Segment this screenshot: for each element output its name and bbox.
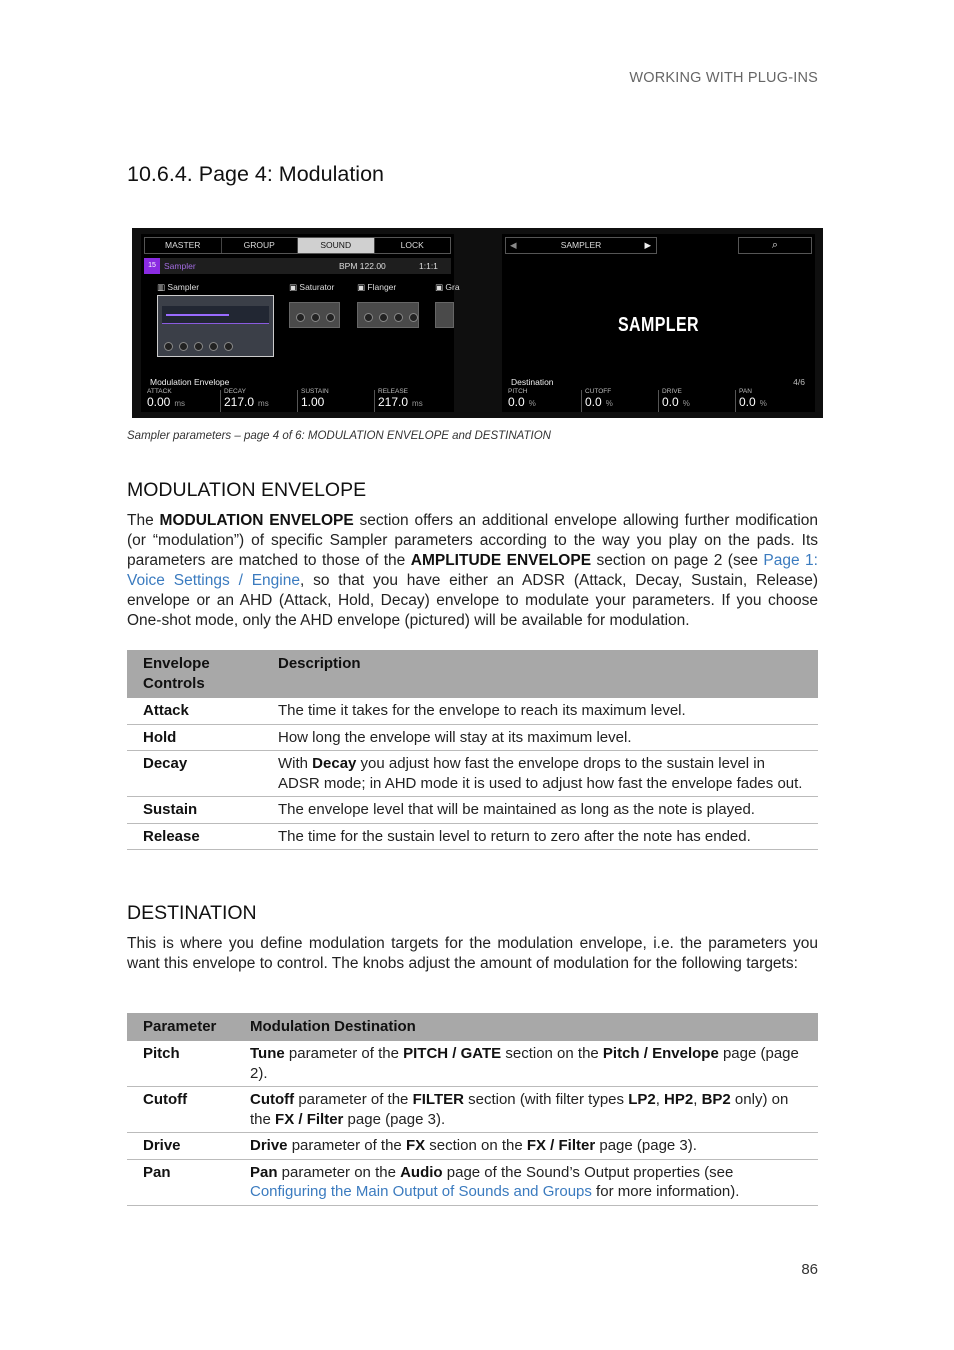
right-display — [502, 234, 815, 412]
modulation-destination-table — [127, 1013, 818, 1206]
table-row — [127, 1133, 818, 1160]
param-release[interactable] — [374, 390, 451, 412]
param-pan[interactable] — [735, 390, 812, 412]
bold-term: Tune — [250, 1045, 285, 1062]
text: section offers an additional envelope allowing further modification (or “modulation”) of specific Sampler parameters according to the way you play on the pads. Its parameters are matched to those of the — [127, 512, 818, 569]
bold-term: Decay — [312, 755, 357, 772]
table-header-row — [127, 650, 818, 698]
heading-destination: DESTINATION — [127, 902, 257, 924]
bold-term: LP2 — [628, 1091, 656, 1108]
row-value — [234, 1087, 818, 1133]
table-row — [127, 1159, 818, 1205]
param-pitch[interactable] — [505, 390, 581, 412]
parameter-row — [144, 390, 451, 412]
group-number: 15 — [144, 258, 160, 274]
knob-icon — [194, 342, 203, 351]
value: 0.0 — [585, 395, 602, 409]
waveform-thumbnail — [162, 306, 269, 324]
column-header: Parameter — [127, 1013, 234, 1041]
bold-term: HP2 — [664, 1091, 694, 1108]
knob-icon — [379, 313, 388, 322]
position-readout: 1:1:1 — [419, 261, 438, 271]
value: 0.0 — [662, 395, 679, 409]
knob-icon — [224, 342, 233, 351]
row-value: The envelope level that will be maintained as long as the note is played. — [262, 797, 818, 824]
knob-icon — [179, 342, 188, 351]
text: With — [278, 755, 313, 772]
bold-term: FX / Filter — [526, 1137, 596, 1154]
row-value — [234, 1041, 818, 1087]
slot-sampler[interactable]: ▥ Sampler — [157, 282, 200, 292]
section-label: Modulation Envelope — [150, 377, 230, 387]
param-label: DECAY — [224, 388, 246, 395]
row-value: The time for the sustain level to return to zero after the note has ended. — [262, 823, 818, 850]
link-configuring-main-output[interactable]: Configuring the Main Output of Sounds and Groups — [250, 1183, 592, 1200]
bold-term: Audio — [400, 1163, 443, 1181]
text: , so that you have either an ADSR (Attack, Decay, Sustain, Release) envelope or an AHD (Attack, Hold, Decay) envelope to modulate your parameters. If you choose One-shot mode, only the AHD envelope (pictured) will be available for modulation. — [127, 572, 818, 629]
text: page (page 3). — [595, 1137, 697, 1154]
knob-icon — [394, 313, 403, 322]
left-display — [141, 234, 460, 412]
unit: % — [759, 399, 767, 408]
param-sustain[interactable] — [297, 390, 374, 412]
param-label: SUSTAIN — [301, 388, 329, 395]
arrow-left-icon[interactable]: ◀ — [510, 240, 517, 250]
table-row — [127, 724, 818, 751]
text: for more information). — [591, 1183, 740, 1200]
column-header: Envelope Controls — [127, 650, 262, 698]
row-key: Pan — [127, 1159, 234, 1205]
column-header: Description — [262, 650, 818, 698]
link-voice-settings[interactable]: Page 1: Voice Settings / Engine — [127, 552, 818, 589]
knob-icon — [409, 313, 418, 322]
flanger-thumbnail[interactable] — [357, 302, 419, 328]
slot-saturator[interactable]: ▣ Saturator — [289, 282, 335, 292]
row-value: The time it takes for the envelope to reach its maximum level. — [262, 698, 818, 724]
row-key: Sustain — [127, 797, 262, 824]
modulation-paragraph — [127, 511, 818, 631]
table-row — [127, 698, 818, 724]
text: parameter of the — [294, 1091, 413, 1108]
destination-paragraph: This is where you define modulation targets for the modulation envelope, i.e. the parameters you want this envelope to control. The knobs adjust the amount of modulation for the following targets: — [127, 935, 818, 972]
row-key: Hold — [127, 724, 262, 751]
bold-term: Pitch / Envelope — [602, 1045, 719, 1062]
section-title: 10.6.4. Page 4: Modulation — [127, 162, 384, 186]
table-row — [127, 1041, 818, 1087]
param-label: PITCH — [508, 388, 528, 395]
value: 0.00 — [147, 395, 171, 409]
bold-term: MODULATION ENVELOPE — [159, 512, 354, 529]
text: section on the — [425, 1137, 527, 1154]
knob-icon — [326, 313, 335, 322]
param-label: DRIVE — [662, 388, 682, 395]
text: section on the — [501, 1045, 603, 1062]
row-key: Decay — [127, 751, 262, 797]
bold-term: Cutoff — [250, 1091, 295, 1108]
table-row — [127, 1087, 818, 1133]
parameter-row — [505, 390, 812, 412]
text: section (with filter types — [463, 1091, 629, 1108]
param-label: CUTOFF — [585, 388, 612, 395]
text: only) on the — [250, 1091, 789, 1128]
tab-sound[interactable]: SOUND — [298, 238, 375, 253]
row-value — [234, 1159, 818, 1205]
bold-term: BP2 — [701, 1091, 731, 1108]
group-bar — [144, 258, 451, 274]
envelope-controls-table — [127, 650, 818, 850]
row-value — [262, 751, 818, 797]
heading-modulation-envelope: MODULATION ENVELOPE — [127, 479, 367, 501]
param-value — [147, 395, 220, 409]
row-value: How long the envelope will stay at its maximum level. — [262, 724, 818, 751]
row-value — [234, 1133, 818, 1160]
param-value — [662, 395, 735, 409]
slot-flanger[interactable]: ▣ Flanger — [357, 282, 397, 292]
unit: ms — [258, 399, 269, 408]
bold-term: Pan — [250, 1163, 278, 1181]
sampler-thumbnail[interactable] — [157, 295, 274, 357]
knob-icon — [296, 313, 305, 322]
figure-caption: Sampler parameters – page 4 of 6: MODULATION ENVELOPE and DESTINATION — [127, 430, 551, 442]
row-key: Pitch — [127, 1041, 234, 1087]
row-key: Drive — [127, 1133, 234, 1160]
param-label: RELEASE — [378, 388, 408, 395]
slot-grain[interactable]: ▣ Gra — [435, 282, 460, 292]
mode-tabs — [144, 237, 451, 254]
table-row — [127, 823, 818, 850]
text: page of the Sound’s Output properties (see — [442, 1163, 734, 1181]
thumbnail-knobs — [364, 313, 418, 322]
thumbnail-knobs — [296, 313, 335, 322]
bold-term: AMPLITUDE ENVELOPE — [410, 552, 592, 569]
unit: ms — [174, 399, 186, 408]
group-name: Sampler — [164, 261, 196, 271]
section-label: Destination — [511, 377, 554, 387]
table-row — [127, 751, 818, 797]
text: page (page 3). — [343, 1110, 446, 1128]
param-cutoff[interactable] — [581, 390, 658, 412]
text: , — [693, 1091, 702, 1108]
value: 0.0 — [739, 395, 756, 409]
slot-label: Flanger — [367, 282, 397, 292]
value: 217.0 — [224, 395, 255, 409]
text: parameter on the — [277, 1163, 401, 1181]
unit: % — [682, 399, 690, 408]
text: section on page 2 (see — [591, 552, 764, 569]
param-drive[interactable] — [658, 390, 735, 412]
tab-master[interactable]: MASTER — [145, 238, 222, 253]
thumbnail-knobs — [164, 342, 233, 351]
tab-group[interactable]: GROUP — [222, 238, 299, 253]
param-attack[interactable] — [144, 390, 220, 412]
knob-icon — [311, 313, 320, 322]
plugin-browser-bar[interactable] — [505, 237, 657, 254]
param-value — [508, 395, 581, 409]
search-button[interactable] — [738, 237, 812, 254]
value: 217.0 — [378, 395, 409, 409]
browser-label: SAMPLER — [560, 240, 602, 250]
sampler-logo: SAMPLER — [617, 314, 700, 336]
saturator-thumbnail[interactable] — [289, 302, 340, 328]
text: The — [127, 512, 160, 529]
knob-icon — [164, 342, 173, 351]
hardware-screenshot-figure — [132, 228, 823, 418]
knob-icon — [364, 313, 373, 322]
grain-thumbnail[interactable] — [435, 302, 454, 328]
param-value — [739, 395, 812, 409]
text: parameter of the — [287, 1137, 406, 1154]
param-decay[interactable] — [220, 390, 297, 412]
slot-label: Saturator — [299, 282, 335, 292]
tab-lock[interactable]: LOCK — [400, 240, 424, 250]
slot-label: Sampler — [167, 282, 200, 292]
bold-term: FILTER — [412, 1091, 464, 1108]
bold-term: FX / Filter — [275, 1110, 344, 1128]
search-icon: ⌕ — [771, 239, 779, 251]
param-label: PAN — [739, 388, 752, 395]
slot-label: Gra — [445, 282, 460, 292]
arrow-right-icon[interactable]: ▶ — [644, 240, 651, 250]
bold-term: Drive — [250, 1137, 288, 1154]
text: page (page 2). — [250, 1045, 799, 1082]
knob-icon — [209, 342, 218, 351]
row-key: Cutoff — [127, 1087, 234, 1133]
param-value — [585, 395, 658, 409]
unit: ms — [412, 399, 423, 408]
param-label: ATTACK — [147, 388, 172, 395]
table-header-row — [127, 1013, 818, 1041]
param-value — [224, 395, 297, 409]
value: 0.0 — [508, 395, 525, 409]
unit: % — [605, 399, 613, 408]
param-value — [378, 395, 451, 409]
row-key: Attack — [127, 698, 262, 724]
page-indicator: 4/6 — [793, 377, 805, 387]
bold-term: FX — [405, 1137, 426, 1154]
column-header: Modulation Destination — [234, 1013, 818, 1041]
value: 1.00 — [301, 395, 325, 409]
text: you adjust how fast the envelope drops to the sustain level in ADSR mode; in AHD mode it is used to adjust how fast the envelope fades out. — [278, 755, 803, 792]
running-header: WORKING WITH PLUG-INS — [629, 70, 818, 86]
param-value — [301, 395, 374, 409]
bpm-readout: BPM 122.00 — [339, 261, 386, 271]
table-row — [127, 797, 818, 824]
text: parameter of the — [284, 1045, 404, 1062]
unit: % — [528, 399, 536, 408]
text: , — [655, 1091, 665, 1108]
page-number: 86 — [801, 1261, 818, 1278]
row-key: Release — [127, 823, 262, 850]
bold-term: PITCH / GATE — [403, 1045, 502, 1062]
